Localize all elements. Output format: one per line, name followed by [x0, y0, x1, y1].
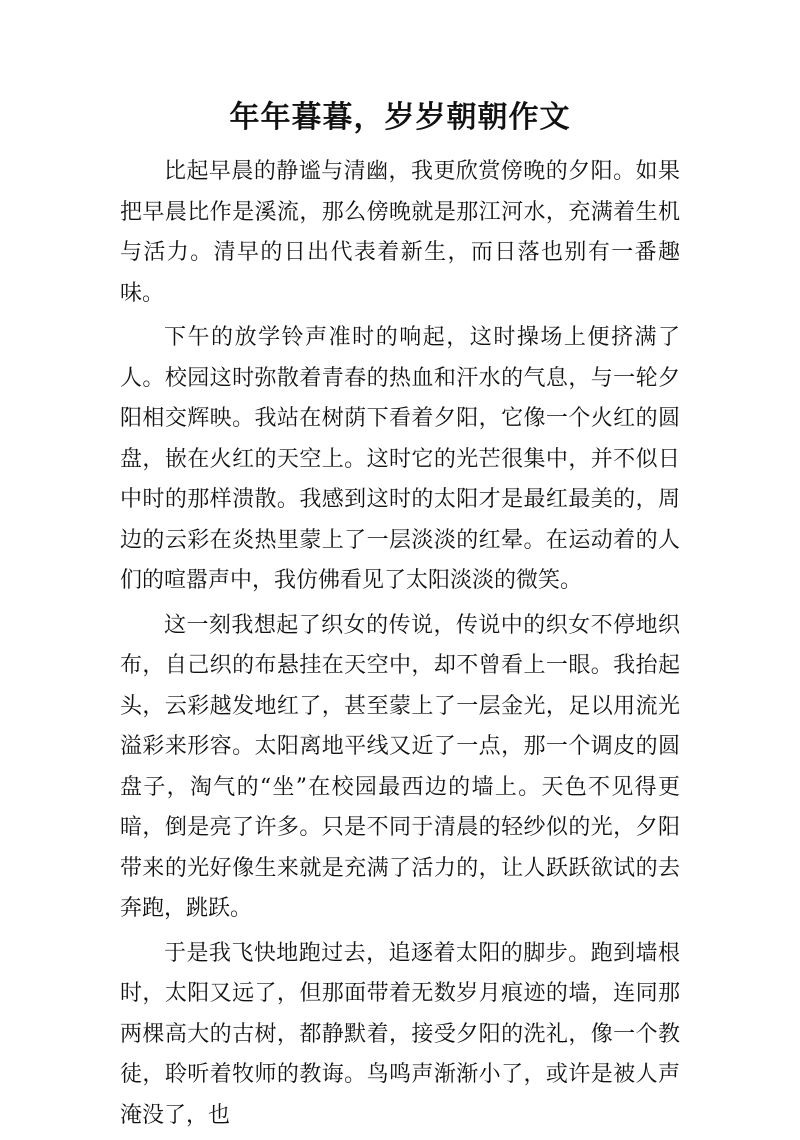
paragraph: 下午的放学铃声准时的响起，这时操场上便挤满了人。校园这时弥散着青春的热血和汗水的气息，与一轮夕阳相交辉映。我站在树荫下看着夕阳，它像一个火红的圆盘，嵌在火红的天空上。这时它的光芒很集中，并不似日中时的那样溃散。我感到这时的太阳才是最红最美的，周边的云彩在炎热里蒙上了一层淡淡的红晕。在运动着的人们的喧嚣声中，我仿佛看见了太阳淡淡的微笑。 [120, 325, 680, 593]
paragraph: 于是我飞快地跑过去，追逐着太阳的脚步。跑到墙根时，太阳又远了，但那面带着无数岁月痕迹的墙，连同那两棵高大的古树，都静默着，接受夕阳的洗礼，像一个教徒，聆听着牧师的教诲。鸟鸣声渐渐小了，或许是被人声淹没了，也 [120, 940, 680, 1128]
paragraph: 比起早晨的静谧与清幽，我更欣赏傍晚的夕阳。如果把早晨比作是溪流，那么傍晚就是那江河水，充满着生机与活力。清早的日出代表着新生，而日落也别有一番趣味。 [120, 159, 680, 306]
paragraph: 这一刻我想起了织女的传说，传说中的织女不停地织布，自己织的布悬挂在天空中，却不曾看上一眼。我抬起头，云彩越发地红了，甚至蒙上了一层金光，足以用流光溢彩来形容。太阳离地平线又近了一点，那一个调皮的圆盘子，淘气的“坐”在校园最西边的墙上。天色不见得更暗，倒是亮了许多。只是不同于清晨的轻纱似的光，夕阳带来的光好像生来就是充满了活力的，让人跃跃欲试的去奔跑，跳跃。 [120, 612, 680, 921]
document-body [120, 152, 680, 1140]
document-title: 年年暮暮，岁岁朝朝作文 [229, 100, 571, 135]
